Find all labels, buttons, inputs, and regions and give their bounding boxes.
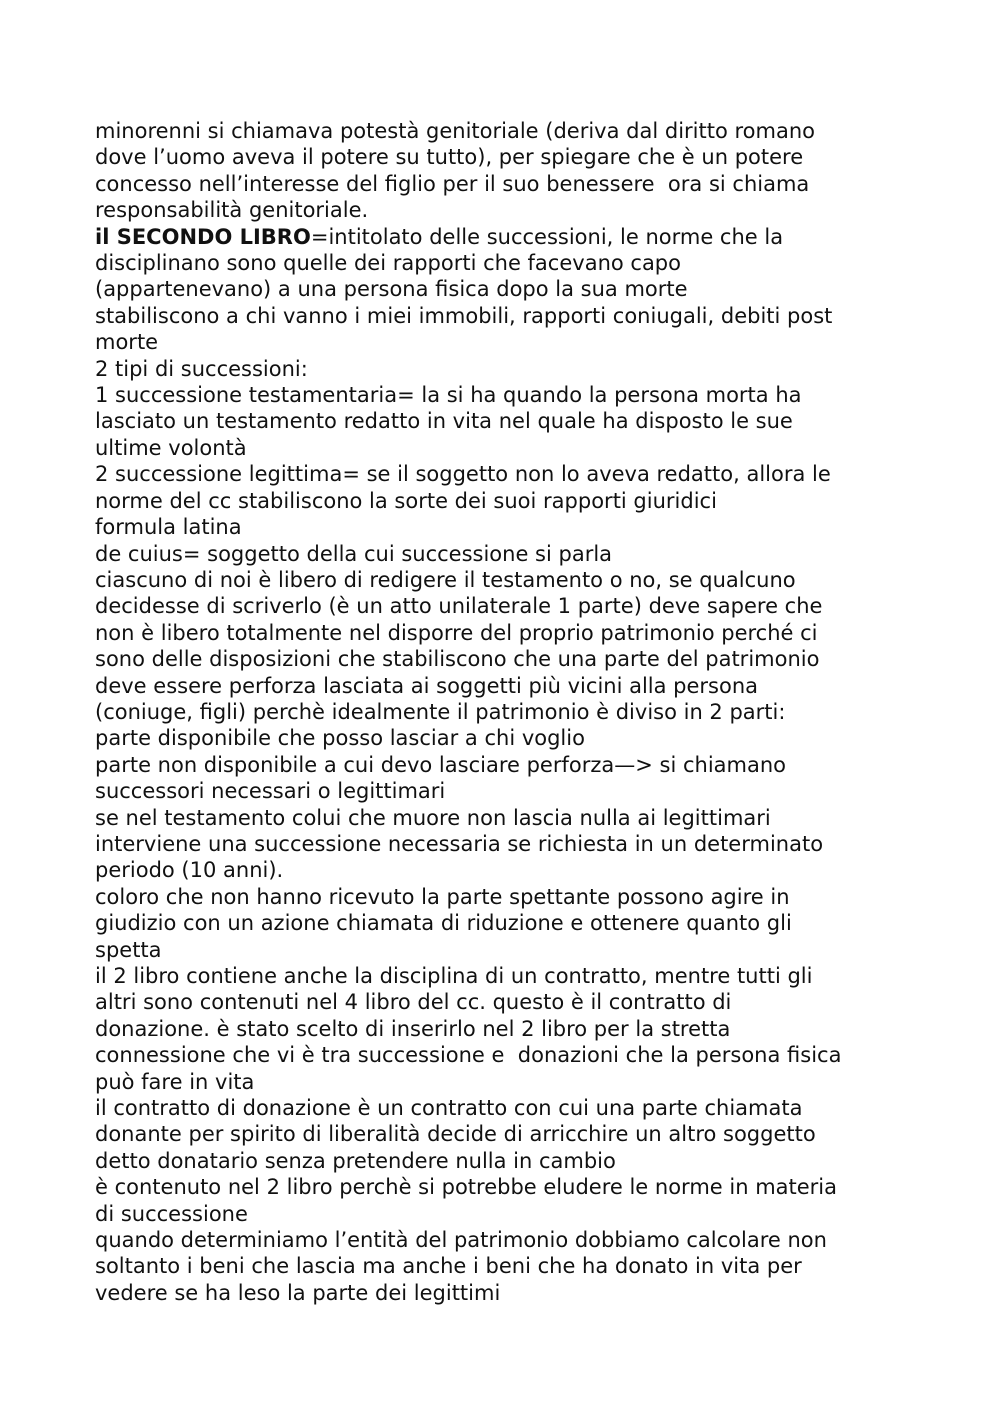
text-line: responsabilità genitoriale.: [95, 198, 369, 223]
text-line: altri sono contenuti nel 4 libro del cc. questo è il contratto di: [95, 990, 732, 1015]
text-line: spetta: [95, 937, 162, 962]
text-line: parte disponibile che posso lasciar a chi voglio: [95, 726, 585, 751]
text-line: coloro che non hanno ricevuto la parte spettante possono agire in: [95, 884, 790, 909]
text-line: sono delle disposizioni che stabiliscono che una parte del patrimonio: [95, 647, 820, 672]
text-line: periodo (10 anni).: [95, 858, 284, 883]
text-line: dove l’uomo aveva il potere su tutto), per spiegare che è un potere: [95, 145, 804, 170]
text-line: concesso nell’interesse del figlio per il suo benessere ora si chiama: [95, 171, 810, 196]
text-line: ciascuno di noi è libero di redigere il testamento o no, se qualcuno: [95, 567, 796, 592]
text-line: minorenni si chiamava potestà genitoriale (deriva dal diritto romano: [95, 119, 815, 143]
text-line: de cuius= soggetto della cui successione si parla: [95, 541, 613, 566]
text-line: donazione. è stato scelto di inserirlo nel 2 libro per la stretta: [95, 1016, 731, 1041]
text-line: formula latina: [95, 515, 242, 540]
text-line: connessione che vi è tra successione e donazioni che la persona fisica: [95, 1043, 842, 1068]
text-line: 2 tipi di successioni:: [95, 356, 308, 381]
text-line: non è libero totalmente nel disporre del proprio patrimonio perché ci: [95, 620, 818, 645]
text-line: 1 successione testamentaria= la si ha quando la persona morta ha: [95, 383, 802, 408]
text-line: norme del cc stabiliscono la sorte dei suoi rapporti giuridici: [95, 488, 717, 513]
text-line: decidesse di scriverlo (è un atto unilaterale 1 parte) deve sapere che: [95, 594, 823, 619]
section-heading-bold: il SECONDO LIBRO: [95, 224, 311, 249]
text-line: il 2 libro contiene anche la disciplina di un contratto, mentre tutti gli: [95, 964, 813, 988]
text-line: lasciato un testamento redatto in vita nel quale ha disposto le sue: [95, 409, 793, 434]
text-line: se nel testamento colui che muore non lascia nulla ai legittimari: [95, 805, 771, 830]
text-line: detto donatario senza pretendere nulla in cambio: [95, 1148, 616, 1173]
section-heading-rest: =intitolato delle successioni, le norme che la: [310, 224, 784, 249]
text-line: donante per spirito di liberalità decide di arricchire un altro soggetto: [95, 1122, 816, 1147]
text-line: vedere se ha leso la parte dei legittimi: [95, 1280, 501, 1305]
text-line: deve essere perforza lasciata ai soggetti più vicini alla persona: [95, 673, 759, 698]
text-line: stabiliscono a chi vanno i miei immobili, rapporti coniugali, debiti post: [95, 303, 833, 328]
text-line: può fare in vita: [95, 1069, 255, 1094]
text-line: ultime volontà: [95, 435, 247, 460]
text-line: disciplinano sono quelle dei rapporti che facevano capo: [95, 251, 681, 276]
text-line: giudizio con un azione chiamata di riduzione e ottenere quanto gli: [95, 911, 792, 936]
text-line: successori necessari o legittimari: [95, 779, 446, 804]
document-body: [95, 118, 925, 1306]
text-line: parte non disponibile a cui devo lasciare perforza—> si chiamano: [95, 752, 787, 777]
text-line: il contratto di donazione è un contratto con cui una parte chiamata: [95, 1096, 803, 1121]
section-heading-line: [95, 224, 925, 250]
text-line: 2 successione legittima= se il soggetto non lo aveva redatto, allora le: [95, 462, 831, 487]
text-line: soltanto i beni che lascia ma anche i beni che ha donato in vita per: [95, 1254, 802, 1279]
text-line: interviene una successione necessaria se richiesta in un determinato: [95, 831, 824, 856]
text-line: è contenuto nel 2 libro perchè si potrebbe eludere le norme in materia: [95, 1175, 838, 1200]
text-line: morte: [95, 330, 159, 355]
text-line: di successione: [95, 1201, 248, 1226]
text-line: (coniuge, figli) perchè idealmente il patrimonio è diviso in 2 parti:: [95, 699, 786, 724]
text-line: quando determiniamo l’entità del patrimonio dobbiamo calcolare non: [95, 1228, 827, 1253]
text-line: (appartenevano) a una persona fisica dopo la sua morte: [95, 277, 688, 302]
